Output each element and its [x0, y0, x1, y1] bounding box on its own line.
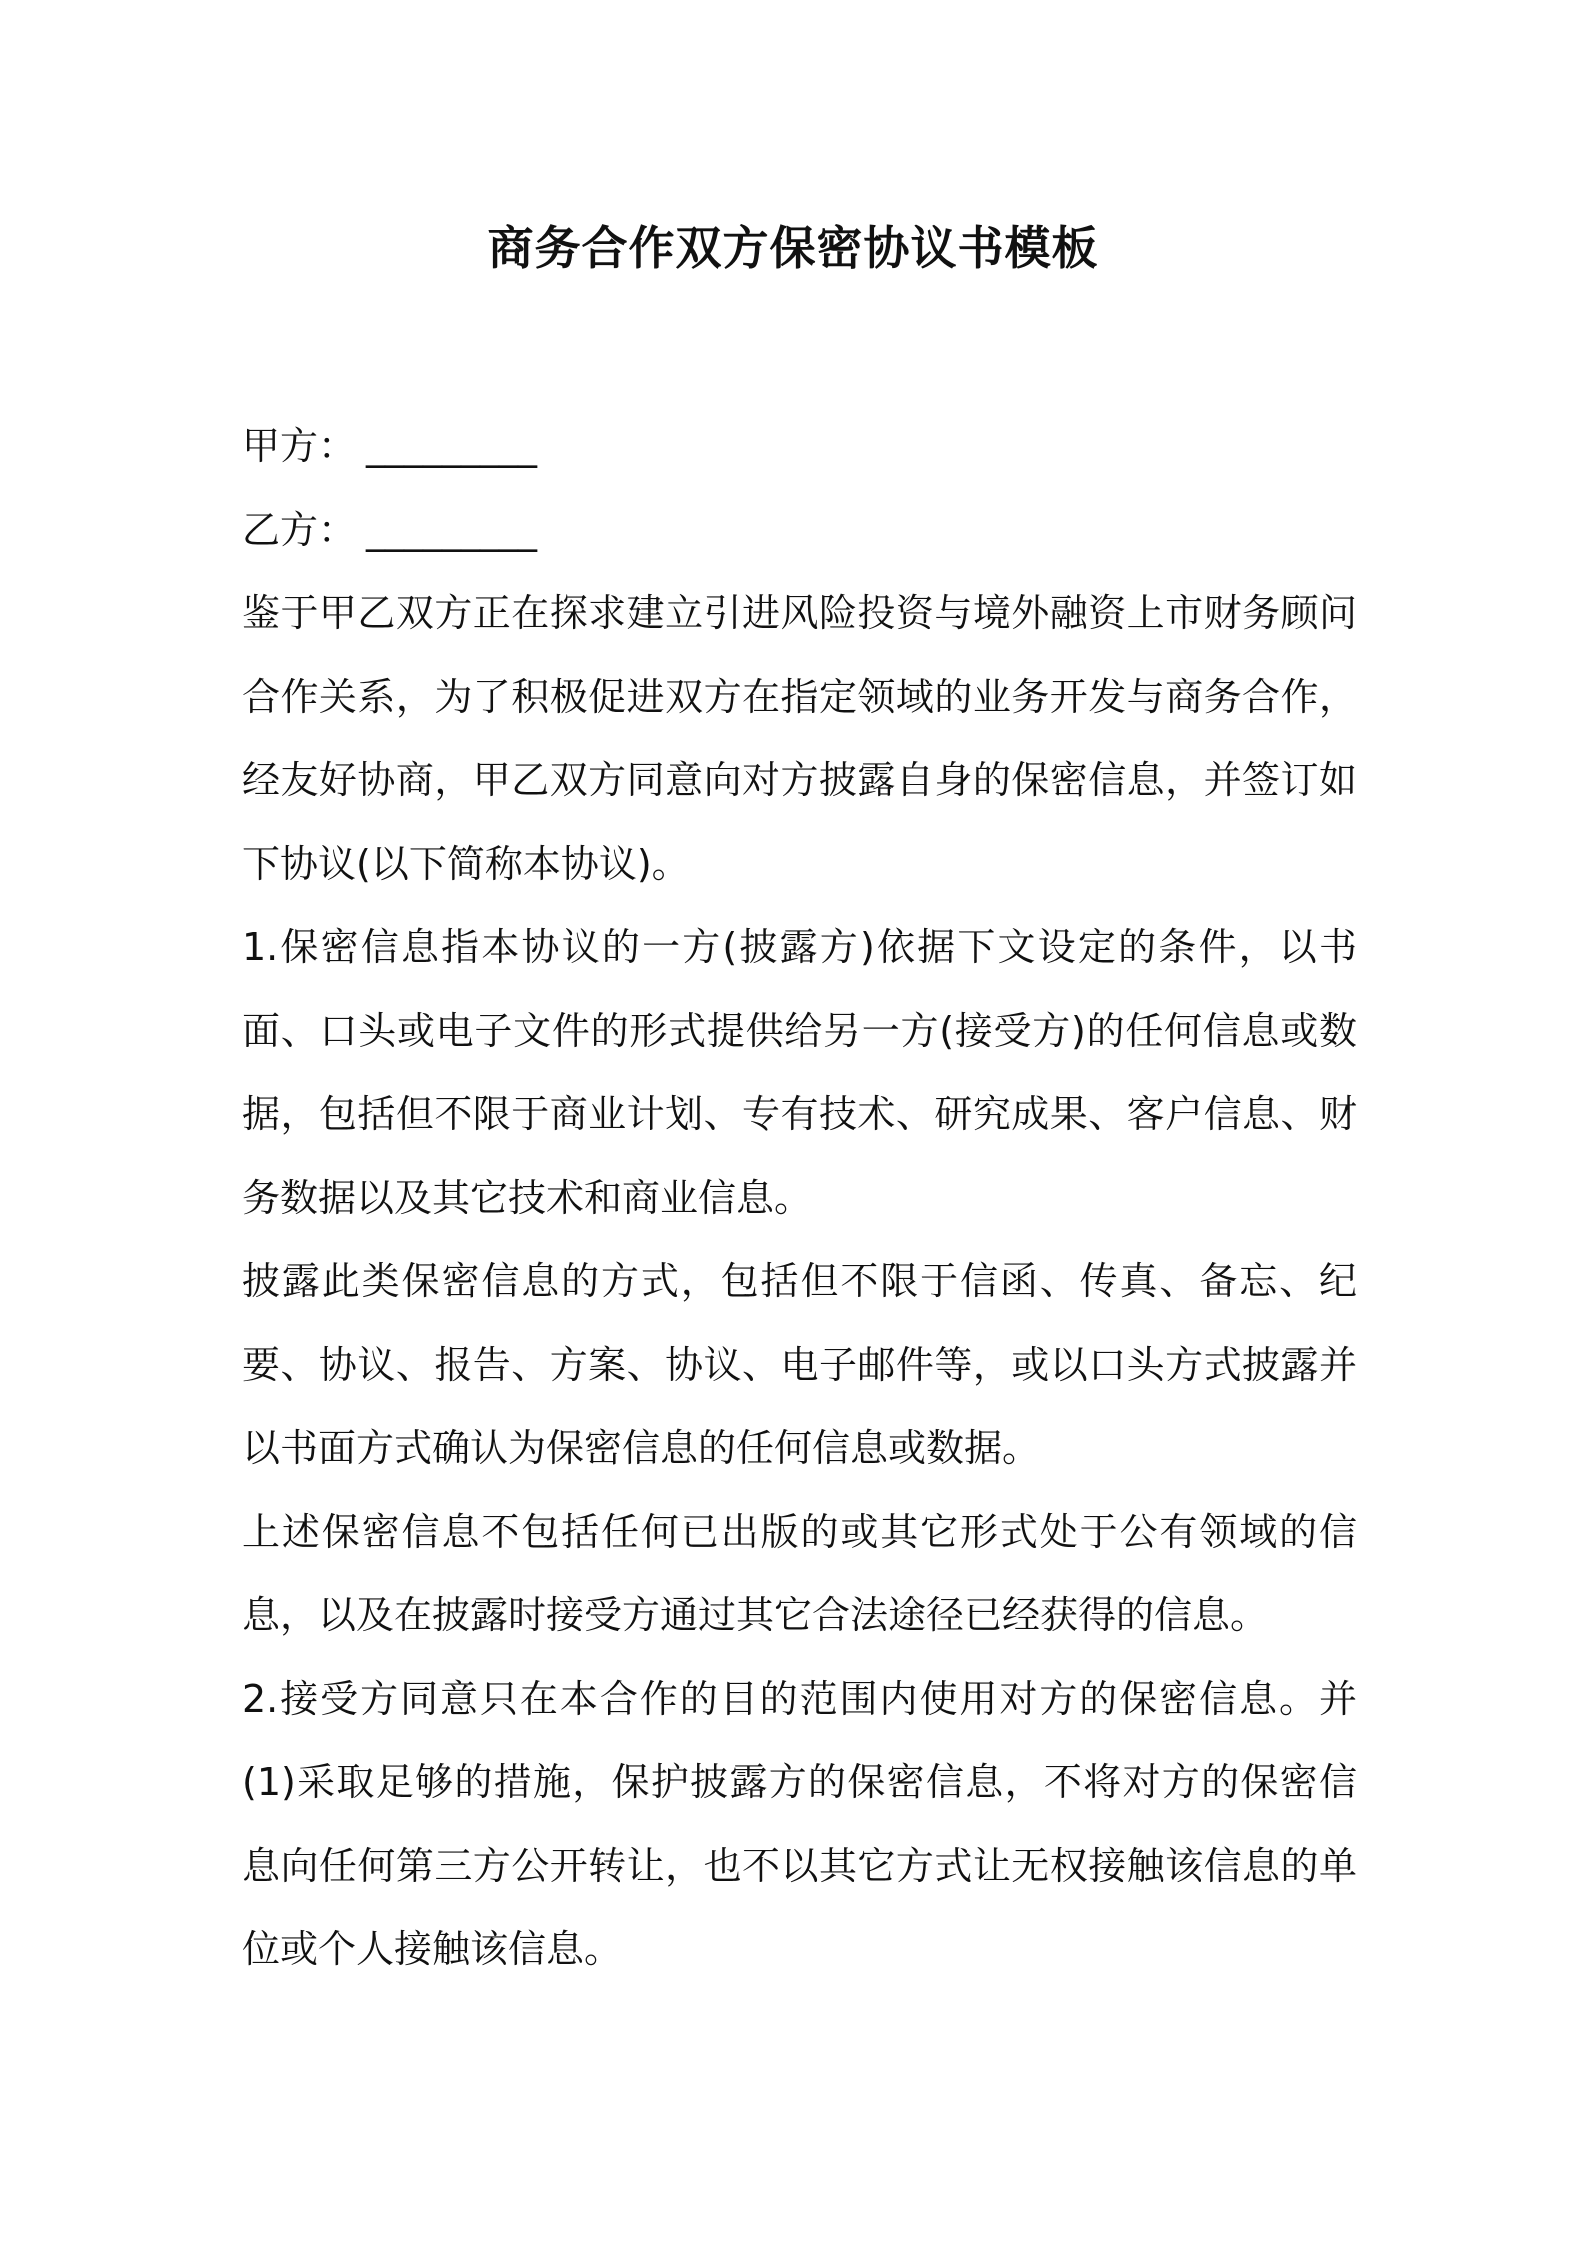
clause-2-paragraph: 2.接受方同意只在本合作的目的范围内使用对方的保密信息。并(1)采取足够的措施，保护披露方的保密信息，不将对方的保密信息向任何第三方公开转让，也不以其它方式让无权接触该信息的单位或个人接触该信息。 [242, 1676, 1357, 1971]
preamble-paragraph: 鉴于甲乙双方正在探求建立引进风险投资与境外融资上市财务顾问合作关系，为了积极促进双方在指定领域的业务开发与商务合作，经友好协商，甲乙双方同意向对方披露自身的保密信息，并签订如下协议(以下简称本协议)。 [242, 591, 1357, 886]
party-a-line [242, 405, 1357, 489]
document-title: 商务合作双方保密协议书模板 [487, 221, 1099, 275]
exclusions-paragraph: 上述保密信息不包括任何已出版的或其它形式处于公有领域的信息，以及在披露时接受方通过其它合法途径已经获得的信息。 [242, 1509, 1357, 1637]
party-a-label: 甲方： [242, 424, 357, 468]
party-b-blank: _________ [366, 507, 538, 552]
party-b-label: 乙方： [242, 507, 357, 552]
clause-1-paragraph: 1.保密信息指本协议的一方(披露方)依据下文设定的条件，以书面、口头或电子文件的形式提供给另一方(接受方)的任何信息或数据，包括但不限于商业计划、专有技术、研究成果、客户信息、财务数据以及其它技术和商业信息。 [242, 925, 1357, 1220]
disclosure-methods-paragraph: 披露此类保密信息的方式，包括但不限于信函、传真、备忘、纪要、协议、报告、方案、协议、电子邮件等，或以口头方式披露并以书面方式确认为保密信息的任何信息或数据。 [242, 1259, 1357, 1470]
document-body [242, 405, 1357, 1992]
party-b-line [242, 489, 1357, 573]
party-a-blank: _________ [366, 424, 538, 468]
